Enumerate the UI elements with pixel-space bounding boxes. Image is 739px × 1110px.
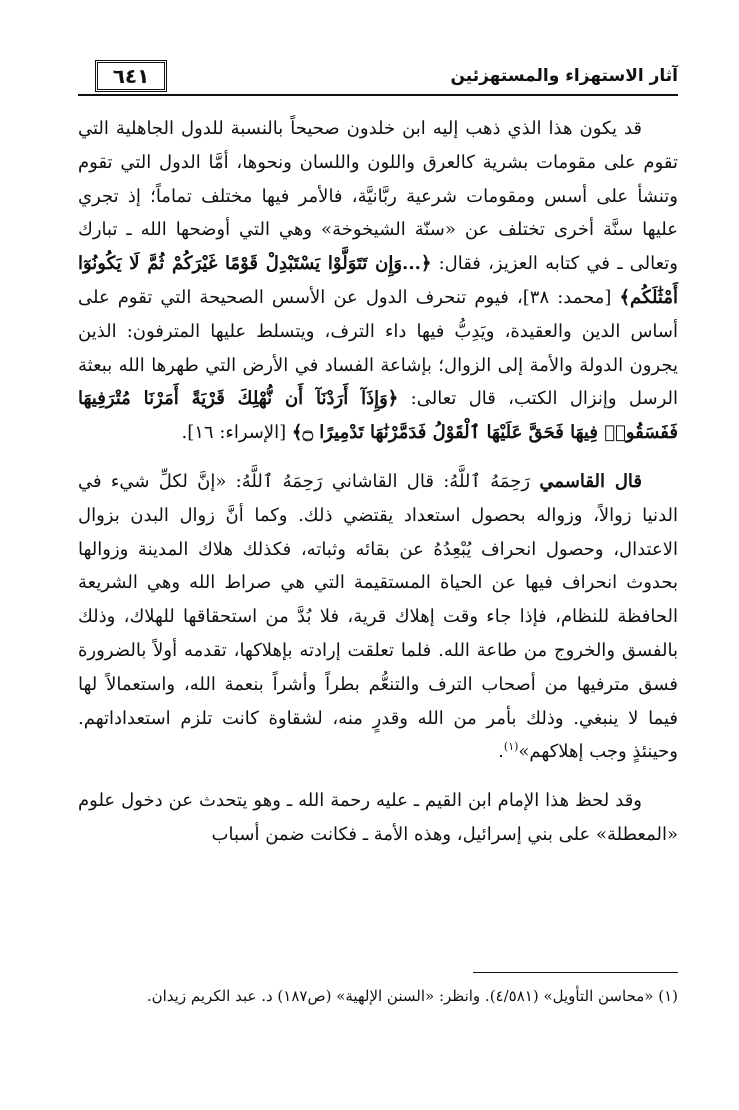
paragraph-1-text-c: [الإسراء: ١٦].	[181, 422, 292, 444]
speaker-name: قال القاسمي	[539, 470, 642, 492]
page-number: ٦٤١	[95, 60, 167, 92]
main-text	[78, 112, 678, 852]
paragraph-2	[78, 465, 678, 769]
footnote-rule	[473, 972, 678, 973]
page-header	[78, 52, 678, 102]
paragraph-1-text: قد يكون هذا الذي ذهب إليه ابن خلدون صحيحاً بالنسبة للدول الجاهلية التي تقوم على مقومات بشرية كالعرق واللون واللسان ونحوها، أمَّا الدول التي تقوم وتنشأ على أسس ومقومات شرعية ربَّانيَّة، فالأمر فيها مختلف تماماً؛ إذ تجري عليها سنَّة أخرى تختلف عن «سنّة الشيخوخة» وهي التي أوضحها الله ـ تبارك وتعالى ـ في كتابه العزيز، فقال:	[78, 118, 678, 275]
paragraph-1-text-b: [محمد: ٣٨]، فيوم تنحرف الدول عن الأسس الصحيحة التي تقوم على أساس الدين والعقيدة، ويَدِبُّ فيها داء الترف، ويتسلط عليها المترفون: الذين يجرون الدولة والأمة إلى الزوال؛ بإشاعة الفساد في الأرض التي طهرها الله ببعثة الرسل وإنزال الكتب، قال تعالى:	[78, 286, 678, 410]
paragraph-3: وقد لحظ هذا الإمام ابن القيم ـ عليه رحمة الله ـ وهو يتحدث عن دخول علوم «المعطلة» على بني إسرائيل، وهذه الأمة ـ فكانت ضمن أسباب	[78, 790, 678, 845]
paragraph-2-end: .	[498, 741, 504, 763]
quran-verse-1: ﴿...وَإِن تَتَوَلَّوْا يَسْتَبْدِلْ قَوْمًا غَيْرَكُمْ ثُمَّ لَا يَكُونُوٓا أَمْثَٰلَكُم﴾	[78, 253, 678, 308]
footnote-marker: (١)	[503, 740, 519, 754]
footnotes	[78, 982, 678, 1010]
header-rule	[78, 94, 678, 96]
paragraph-2-text: رَحِمَهُ ٱللَّهُ: قال القاشاني رَحِمَهُ ٱللَّهُ: «إنَّ لكلِّ شيء في الدنيا زوالاً، وزواله بحصول استعداد يقتضي ذلك. وكما أنَّ زوال البدن بزوال الاعتدال، وحصول انحراف يُبْعِدُهُ عن بقائه وثباته، فكذلك هلاك المدينة وزوالها بحدوث انحراف فيها عن الحياة المستقيمة التي هي صراط الله وهي الشريعة الحافظة للنظام، فإذا جاء وقت إهلاك قرية، فلا بُدَّ من استحقاقها للهلاك، وذلك بالفسق والخروج من طاعة الله. فلما تعلقت إرادته بإهلاكها، تقدمه أولاً بالضرورة فسق مترفيها من أصحاب الترف والتنعُّم بطراً وأشراً بنعمة الله، واستعمالاً لها فيما لا ينبغي. وذلك بأمر من الله وقدرٍ منه، لشقاوة كانت تلزم استعداداتهم. وحينئذٍ وجب إهلاكهم»	[78, 470, 678, 763]
footnote-1: (١) «محاسن التأويل» (٤/٥٨١). وانظر: «السنن الإلهية» (ص١٨٧) د. عبد الكريم زيدان.	[146, 987, 678, 1005]
running-title: آثار الاستهزاء والمستهزئين	[450, 66, 678, 86]
quran-verse-2: ﴿وَإِذَآ أَرَدْنَآ أَن نُّهْلِكَ قَرْيَةً أَمَرْنَا مُتْرَفِيهَا فَفَسَقُوا۟ فِيهَا فَحَقَّ عَلَيْهَا ٱلْقَوْلُ فَدَمَّرْنَٰهَا تَدْمِيرًا ۝﴾	[78, 388, 678, 444]
paragraph-1	[78, 112, 678, 450]
